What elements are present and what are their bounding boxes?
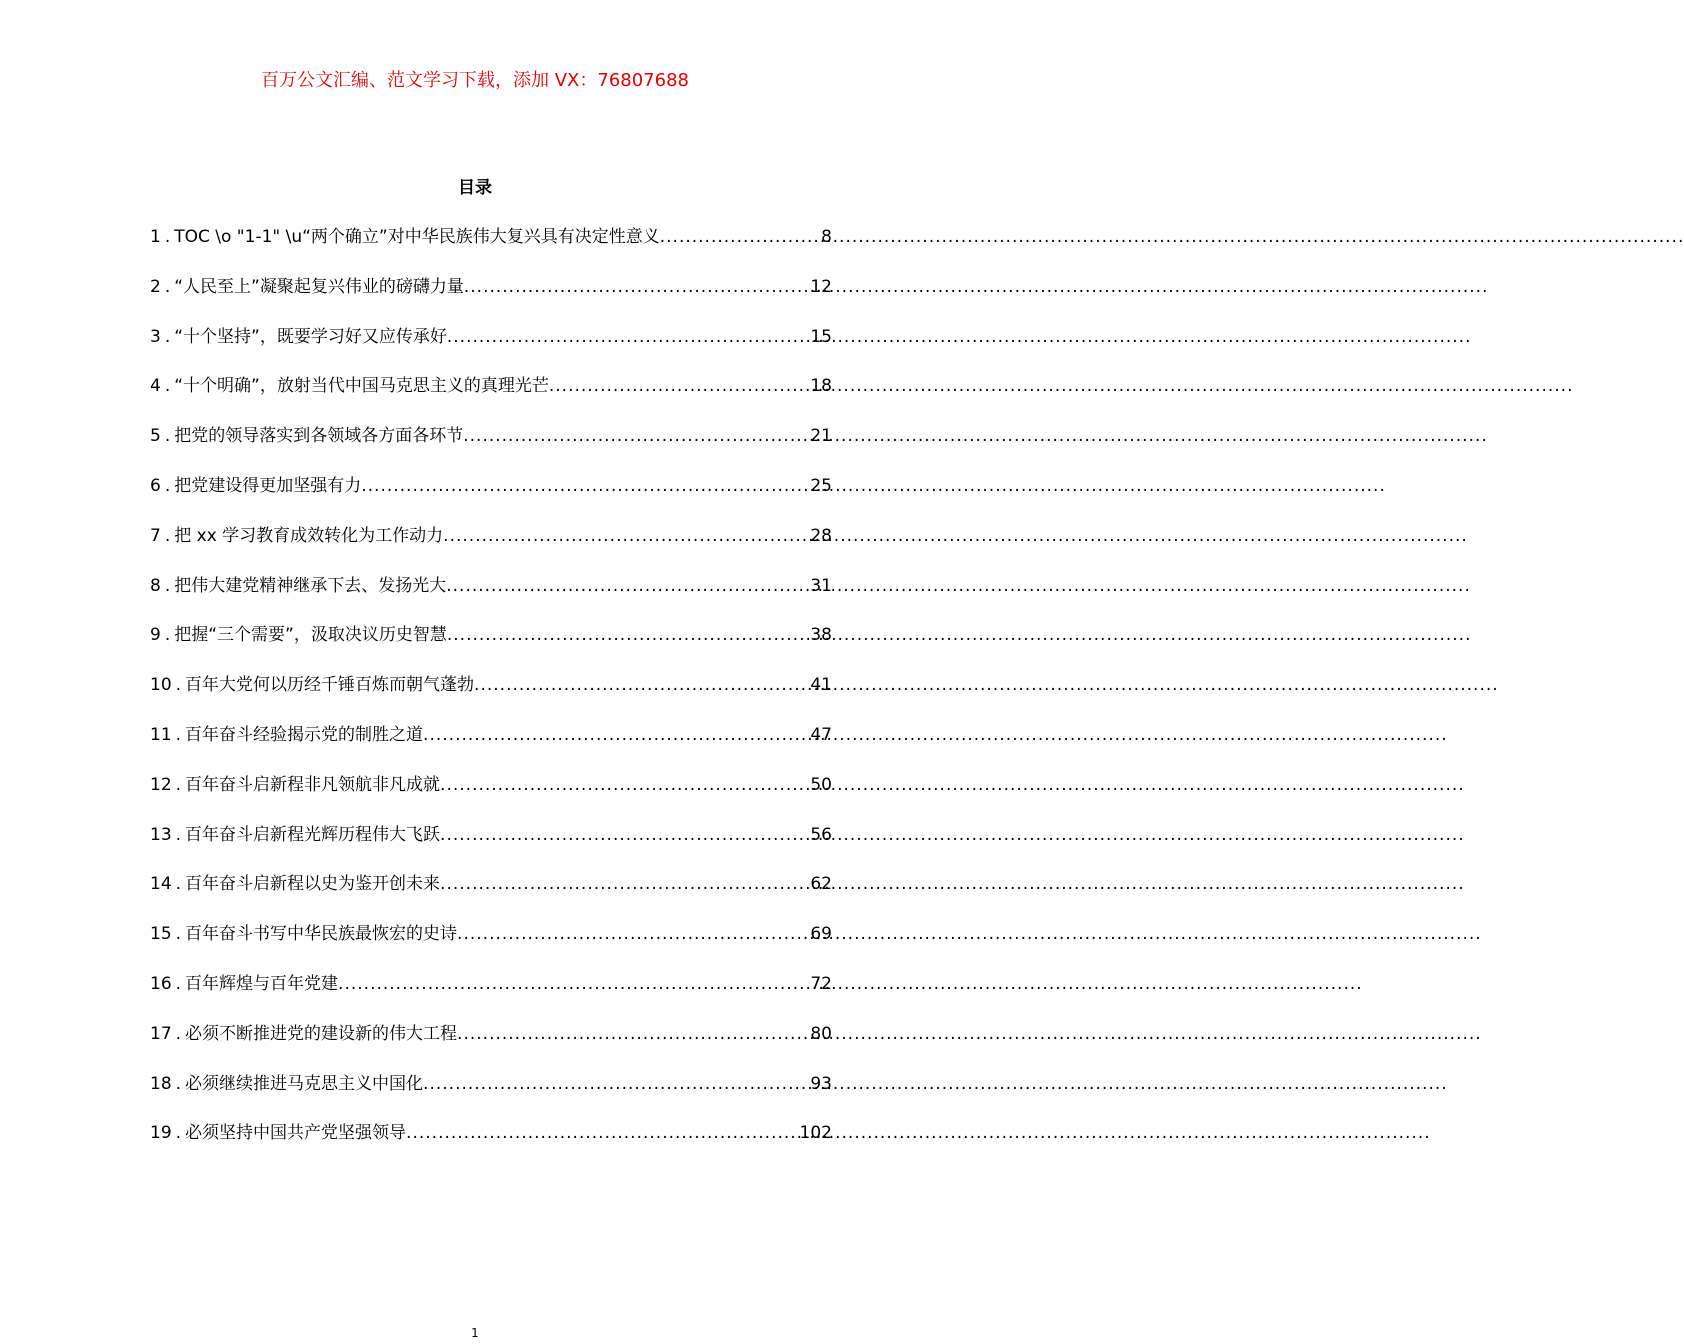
toc-entry-number: 14 (150, 874, 172, 895)
toc-entry[interactable] (150, 424, 832, 474)
toc-entry-number: 18 (150, 1073, 172, 1094)
toc-dot-leader (457, 922, 810, 946)
toc-entry-number: 4 (150, 376, 161, 397)
toc-dot-leader (464, 275, 811, 299)
toc-entry-number: 1 (150, 227, 161, 247)
toc-entry[interactable] (150, 872, 832, 922)
toc-entry-title: 百年奋斗启新程非凡领航非凡成就 (185, 774, 441, 795)
toc-dot-leader (440, 872, 810, 896)
toc-dot-leader (447, 325, 811, 349)
toc-entry-separator: . (175, 1123, 182, 1144)
toc-entry[interactable] (150, 325, 832, 375)
toc-entry-page: 8 (821, 227, 832, 247)
toc-dot-leader (440, 823, 810, 847)
toc-entry-page: 12 (810, 276, 832, 297)
toc-entry-title: 百年奋斗书写中华民族最恢宏的史诗 (185, 924, 458, 945)
toc-entry-page: 102 (799, 1123, 832, 1144)
toc-entry-page: 21 (810, 426, 832, 447)
toc-dot-leader (457, 1022, 810, 1046)
toc-entry-title: 必须不断推进党的建设新的伟大工程 (185, 1023, 458, 1044)
toc-dot-leader (447, 623, 811, 647)
toc-entry[interactable] (150, 374, 832, 424)
toc-dot-leader (361, 474, 810, 498)
toc-entry-number: 7 (150, 525, 161, 546)
toc-entry[interactable] (150, 474, 832, 524)
toc-entry-separator: . (175, 824, 182, 845)
toc-entry-separator: . (175, 1073, 182, 1094)
toc-entry-title: 把党建设得更加坚强有力 (174, 475, 362, 496)
toc-dot-leader (660, 225, 821, 249)
toc-entry-title: 百年辉煌与百年党建 (185, 973, 339, 994)
toc-entry-title: “十个坚持”，既要学习好又应传承好 (174, 326, 447, 347)
toc-entry-page: 72 (810, 973, 832, 994)
toc-entry-number: 10 (150, 675, 172, 696)
toc-entry-page: 18 (810, 376, 832, 397)
toc-dot-leader (423, 1072, 810, 1096)
toc-entry-title: 百年奋斗启新程光辉历程伟大飞跃 (185, 824, 441, 845)
toc-entry-page: 62 (810, 874, 832, 895)
toc-entry-number: 13 (150, 824, 172, 845)
toc-entry-page: 69 (810, 924, 832, 945)
toc-entry-number: 6 (150, 475, 161, 496)
toc-entry-number: 2 (150, 276, 161, 297)
toc-entry[interactable] (150, 524, 832, 574)
toc-entry-separator: . (164, 426, 171, 447)
toc-entry-separator: . (164, 575, 171, 596)
toc-entry-separator: . (164, 525, 171, 546)
toc-entry-page: 31 (810, 575, 832, 596)
toc-entry-separator: . (175, 1023, 182, 1044)
toc-entry-title: “人民至上”凝聚起复兴伟业的磅礴力量 (174, 276, 464, 297)
toc-entry-title: 百年大党何以历经千锤百炼而朝气蓬勃 (185, 675, 475, 696)
toc-entry-separator: . (164, 276, 171, 297)
toc-entry-separator: . (164, 376, 171, 397)
toc-entry-page: 25 (810, 475, 832, 496)
toc-entry[interactable] (150, 823, 832, 873)
toc-entry-title: 必须继续推进马克思主义中国化 (185, 1073, 424, 1094)
toc-entry-separator: . (175, 724, 182, 745)
toc-entry[interactable] (150, 1121, 832, 1171)
toc-entry[interactable] (150, 773, 832, 823)
toc-entry[interactable] (150, 1072, 832, 1122)
toc-dot-leader (338, 972, 810, 996)
toc-entry-title: 把握“三个需要”，汲取决议历史智慧 (174, 625, 447, 646)
toc-entry[interactable] (150, 673, 832, 723)
toc-entry-page: 15 (810, 326, 832, 347)
toc-entry-number: 11 (150, 724, 172, 745)
toc-entry-page: 93 (810, 1073, 832, 1094)
toc-entry-page: 50 (810, 774, 832, 795)
toc-entry-title: 必须坚持中国共产党坚强领导 (185, 1123, 407, 1144)
toc-entry[interactable] (150, 922, 832, 972)
toc-entry-title: 把党的领导落实到各领域各方面各环节 (174, 426, 464, 447)
toc-entry-separator: . (175, 973, 182, 994)
toc-entry-number: 12 (150, 774, 172, 795)
toc-dot-leader (549, 374, 811, 398)
toc-entry-number: 19 (150, 1123, 172, 1144)
toc-entry-separator: . (175, 924, 182, 945)
toc-entry[interactable] (150, 275, 832, 325)
toc-entry[interactable] (150, 1022, 832, 1072)
toc-dot-leader (423, 723, 810, 747)
toc-dot-leader (440, 773, 810, 797)
toc-entry-page: 80 (810, 1023, 832, 1044)
toc-list (150, 225, 832, 1171)
toc-entry-number: 3 (150, 326, 161, 347)
toc-entry[interactable] (150, 723, 832, 773)
toc-entry-title: TOC \o "1-1" \u“两个确立”对中华民族伟大复兴具有决定性意义 (174, 227, 660, 247)
toc-entry-separator: . (164, 625, 171, 646)
toc-entry-number: 17 (150, 1023, 172, 1044)
toc-dot-leader (406, 1121, 800, 1145)
toc-entry-page: 47 (810, 724, 832, 745)
toc-entry-number: 16 (150, 973, 172, 994)
toc-entry-title: 百年奋斗启新程以史为鉴开创未来 (185, 874, 441, 895)
toc-entry[interactable] (150, 623, 832, 673)
toc-entry-separator: . (164, 475, 171, 496)
toc-entry-separator: . (175, 675, 182, 696)
toc-entry-page: 41 (810, 675, 832, 696)
toc-entry-separator: . (164, 227, 171, 247)
toc-entry[interactable] (150, 225, 832, 275)
toc-entry-title: 百年奋斗经验揭示党的制胜之道 (185, 724, 424, 745)
header-watermark-text: 百万公文汇编、范文学习下载，添加 VX：76807688 (261, 70, 689, 91)
toc-entry-number: 9 (150, 625, 161, 646)
toc-dot-leader (474, 673, 810, 697)
toc-entry-title: 把 xx 学习教育成效转化为工作动力 (174, 525, 444, 546)
toc-dot-leader (446, 574, 810, 598)
toc-entry-title: 把伟大建党精神继承下去、发扬光大 (174, 575, 447, 596)
toc-entry-title: “十个明确”，放射当代中国马克思主义的真理光芒 (174, 376, 549, 397)
toc-title: 目录 (458, 178, 492, 198)
toc-entry[interactable] (150, 972, 832, 1022)
page-number: 1 (471, 1326, 479, 1340)
toc-dot-leader (463, 424, 810, 448)
toc-entry-number: 5 (150, 426, 161, 447)
toc-entry[interactable] (150, 574, 832, 624)
toc-entry-page: 56 (810, 824, 832, 845)
toc-entry-separator: . (175, 774, 182, 795)
toc-entry-separator: . (164, 326, 171, 347)
toc-entry-page: 38 (810, 625, 832, 646)
toc-entry-separator: . (175, 874, 182, 895)
toc-entry-number: 8 (150, 575, 161, 596)
toc-entry-page: 28 (810, 525, 832, 546)
toc-entry-number: 15 (150, 924, 172, 945)
toc-dot-leader (443, 524, 810, 548)
